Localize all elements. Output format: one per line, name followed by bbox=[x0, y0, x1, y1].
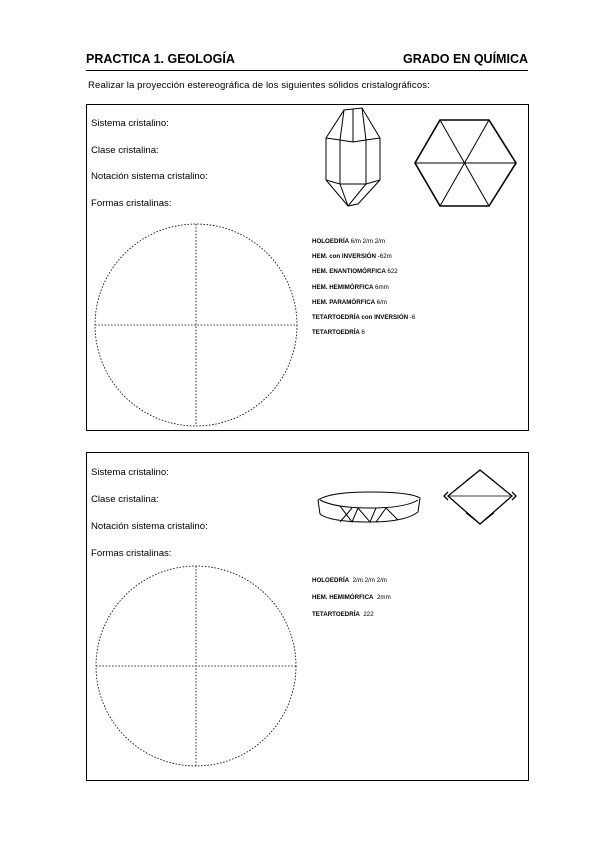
ex2-notacion-label: Notación sistema cristalino: bbox=[91, 521, 208, 532]
ex1-symmetry-item bbox=[312, 280, 415, 295]
symmetry-name: HEM. con INVERSIÓN bbox=[312, 253, 376, 261]
ex1-symmetry-item bbox=[312, 325, 415, 340]
ex2-formas-label: Formas cristalinas: bbox=[91, 548, 172, 559]
symmetry-symbol: 622 bbox=[387, 268, 398, 276]
degree-title: GRADO EN QUÍMICA bbox=[403, 52, 528, 66]
symmetry-name: HEM. PARAMÓRFICA bbox=[312, 298, 375, 306]
symmetry-name: TETARTOEDRÍA con INVERSIÓN bbox=[312, 314, 409, 322]
ex1-notacion-label: Notación sistema cristalino: bbox=[91, 171, 208, 182]
ex2-clase-label: Clase cristalina: bbox=[91, 494, 159, 505]
instruction-text: Realizar la proyección estereográfica de los siguientes sólidos cristalográficos: bbox=[88, 80, 430, 91]
ex1-symmetry-item bbox=[312, 249, 415, 264]
ex1-symmetry-item bbox=[312, 295, 415, 310]
symmetry-name: HOLOEDRÍA bbox=[312, 577, 350, 584]
symmetry-name: TETARTOEDRÍA bbox=[312, 611, 360, 618]
practice-title: PRACTICA 1. GEOLOGÍA bbox=[86, 52, 235, 66]
symmetry-symbol: 2mm bbox=[376, 594, 391, 601]
ex1-symmetry-item bbox=[312, 310, 415, 325]
ex2-sistema-label: Sistema cristalino: bbox=[91, 467, 169, 478]
symmetry-symbol: 6 bbox=[361, 329, 365, 337]
page-header bbox=[86, 52, 528, 72]
ex2-symmetry-item bbox=[312, 606, 391, 623]
symmetry-name: HEM. ENANTIOMÓRFICA bbox=[312, 268, 386, 276]
ex2-symmetry-item bbox=[312, 589, 391, 606]
ex1-formas-label: Formas cristalinas: bbox=[91, 198, 172, 209]
symmetry-symbol: 6/m 2/m 2/m bbox=[350, 238, 386, 245]
ex1-symmetry-list bbox=[312, 234, 415, 340]
ex2-symmetry-list bbox=[312, 572, 391, 623]
symmetry-symbol: 222 bbox=[363, 611, 374, 618]
symmetry-symbol: 6mm bbox=[375, 283, 389, 291]
ex1-sistema-label: Sistema cristalino: bbox=[91, 118, 169, 129]
ex1-symmetry-item bbox=[312, 234, 415, 249]
ex1-clase-label: Clase cristalina: bbox=[91, 145, 159, 156]
symmetry-name: HEM. HEMIMÓRFICA bbox=[312, 283, 374, 291]
ex1-symmetry-item bbox=[312, 264, 415, 279]
symmetry-symbol: -62m bbox=[377, 253, 392, 261]
symmetry-name: TETARTOEDRÍA bbox=[312, 329, 360, 337]
ex2-symmetry-item bbox=[312, 572, 391, 589]
header-rule bbox=[86, 70, 528, 71]
symmetry-symbol: 6/m bbox=[376, 298, 387, 306]
symmetry-symbol: -6 bbox=[409, 314, 416, 322]
symmetry-symbol: 2/m 2/m 2/m bbox=[352, 577, 387, 584]
symmetry-name: HEM. HEMIMÓRFICA bbox=[312, 594, 374, 601]
symmetry-name: HOLOEDRÍA bbox=[312, 238, 349, 245]
